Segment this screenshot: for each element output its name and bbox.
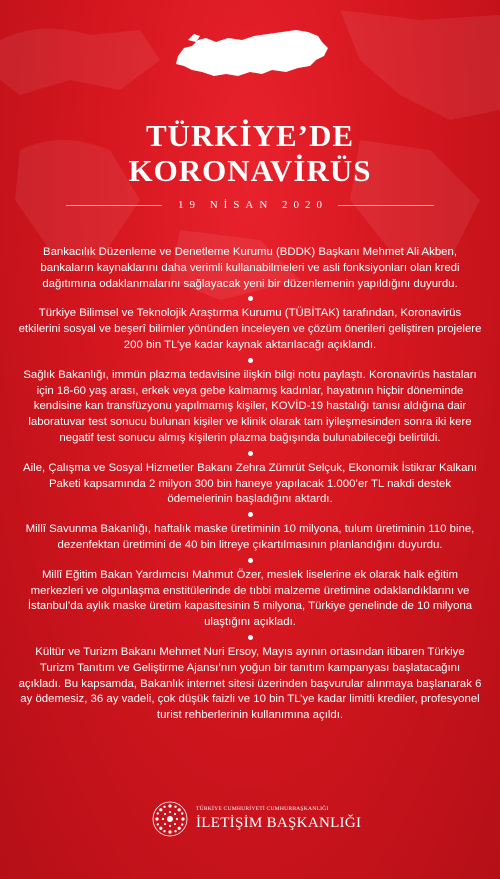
news-item [18,568,482,640]
news-item [18,645,482,724]
bullet-divider [248,635,253,640]
date-divider-left [66,205,162,206]
news-text: Türkiye Bilimsel ve Teknolojik Araştırma Kurumu (TÜBİTAK) tarafından, Koronavirüs etkilerini sosyal ve beşerî bilimler yönünden inceleyen ve çözüm önerileri geliştiren projelere 200 bin TL’ye kadar kaynak aktarılacağı açıklandı. [18,307,482,351]
bullet-divider [248,451,253,456]
presidency-emblem-icon [151,800,189,838]
bullet-divider [248,296,253,301]
news-text: Sağlık Bakanlığı, immün plazma tedavisine ilişkin bilgi notu paylaştı. Koronavirüs hastaları için 18-60 yaş arası, erkek veya gebe kalmamış kadınlar, hayatının hiçbir döneminde kendisine kan transfüzyonu yapılmamış kişiler, KOVİD-19 hastalığı tanısı aldığına dair laboratuvar test sonucu bulunan kişiler ve klinik olarak tam iyileşmesinden sonra iki kere negatif test sonucu almış kişilerin plazma bağışında bulunabileceği belirtildi. [23,368,477,444]
news-item [18,461,482,517]
turkey-map-icon [172,26,330,80]
bullet-divider [248,358,253,363]
news-text: Millî Eğitim Bakan Yardımcısı Mahmut Özer, meslek liselerine ek olarak halk eğitim merkezleri ve olgunlaşma enstitülerinde de tıbbi malzeme üretimine odaklandıklarını ve İstanbul’da aylık maske üretim kapasitesinin 5 milyona, Türkiye genelinde de 10 milyona ulaştığını açıkladı. [27,568,473,629]
news-item [18,245,482,301]
news-item [18,368,482,456]
date-row [0,195,500,215]
news-list [18,245,482,724]
footer [0,800,500,856]
news-text: Aile, Çalışma ve Sosyal Hizmetler Bakanı Zehra Zümrüt Selçuk, Ekonomik İstikrar Kalkanı Paketi kapsamında 2 milyon 300 bin haneye yapılacak 1.000’er TL nakdi destek ödemelerinin başladığını aktardı. [23,461,477,506]
date-text: 19 NİSAN 2020 [177,199,329,211]
news-text: Millî Savunma Bakanlığı, haftalık maske üretiminin 10 milyona, tulum üretiminin 110 bine, dezenfektan üretimini de 40 bin litreye çıkartılmasının planlandığını duyurdu. [25,523,475,551]
bullet-divider [248,512,253,517]
news-item [18,306,482,362]
bullet-divider [248,558,253,563]
title-line-1: TÜRKİYE’DE [145,118,355,153]
footer-organization: TÜRKİYE CUMHURİYETİ CUMHURBAŞKANLIĞI [196,806,329,812]
news-text: Bankacılık Düzenleme ve Denetleme Kurumu (BDDK) Başkanı Mehmet Ali Akben, bankaların kaynaklarını daha verimli kullanabilmeleri ve asli fonksiyonları olan kredi dağıtımına odaklanmalarını sağlayacak yeni bir düzenlemenin yapıldığını duyurdu. [40,246,460,290]
footer-department: İLETİŞİM BAŞKANLIĞI [196,815,362,831]
title-line-2: KORONAVİRÜS [128,153,372,188]
date-divider-right [338,205,434,206]
news-text: Kültür ve Turizm Bakanı Mehmet Nuri Ersoy, Mayıs ayının ortasından itibaren Türkiye Turizm Tanıtım ve Geliştirme Ajansı’nın yoğun bir tanıtım kampanyası başlatacağını açıkladı. Bu kapsamda, Bakanlık internet sitesi üzerinden başvurular alınmaya başlanarak 6 ay ödemesiz, 36 ay vadeli, çok düşük faizli ve 10 bin TL’ye kadar limitli krediler, profesyonel turist rehberlerinin kullanımına açıldı. [18,645,482,722]
news-item [18,522,482,563]
